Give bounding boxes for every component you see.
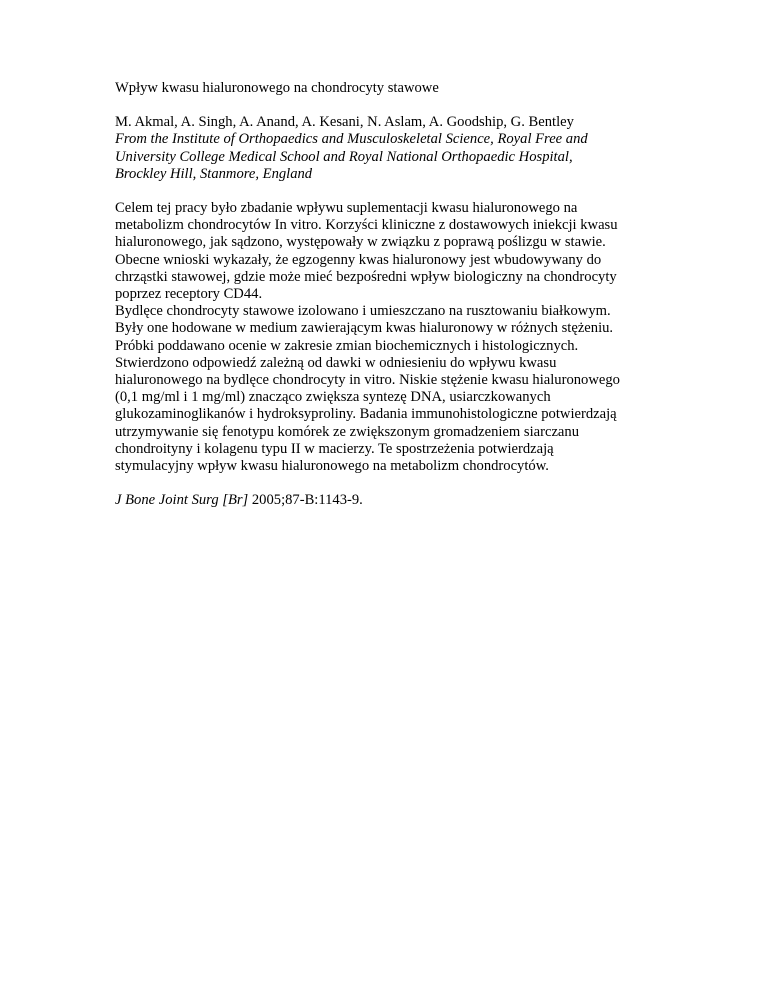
text-line: Obecne wnioski wykazały, że egzogenny kwas hialuronowy jest wbudowywany do xyxy=(115,251,602,268)
affiliation-line: From the Institute of Orthopaedics and Musculoskeletal Science, Royal Free and xyxy=(115,131,588,148)
text-line: stymulacyjny wpływ kwasu hialuronowego na metabolizm chondrocytów. xyxy=(115,458,549,475)
text-line: Były one hodowane w medium zawierającym kwas hialuronowy w różnych stężeniu. xyxy=(115,320,614,337)
text-line: (0,1 mg/ml i 1 mg/ml) znacząco zwiększa syntezę DNA, usiarczkowanych xyxy=(115,389,551,406)
text-line: utrzymywanie się fenotypu komórek ze zwiększonym gromadzeniem siarczanu xyxy=(115,423,579,440)
text-line: chrząstki stawowej, gdzie może mieć bezpośredni wpływ biologiczny na chondrocyty xyxy=(115,268,617,285)
author-list: M. Akmal, A. Singh, A. Anand, A. Kesani, N. Aslam, A. Goodship, G. Bentley xyxy=(115,114,574,131)
affiliation-line: University College Medical School and Royal National Orthopaedic Hospital, xyxy=(115,148,573,165)
affiliation xyxy=(115,131,675,183)
text-line: Stwierdzono odpowiedź zależną od dawki w odniesieniu do wpływu kwasu xyxy=(115,354,557,371)
text-line: Bydlęce chondrocyty stawowe izolowano i umieszczano na rusztowaniu białkowym. xyxy=(115,303,611,320)
text-line: poprzez receptory CD44. xyxy=(115,286,263,303)
author-block xyxy=(115,114,675,183)
journal-name: J Bone Joint Surg [Br] xyxy=(115,492,249,509)
text-line: glukozaminoglikanów i hydroksyproliny. Badania immunohistologiczne potwierdzają xyxy=(115,406,617,423)
text-line: Próbki poddawano ocenie w zakresie zmian biochemicznych i histologicznych. xyxy=(115,337,579,354)
text-line: metabolizm chondrocytów In vitro. Korzyści kliniczne z dostawowych iniekcji kwasu xyxy=(115,217,618,234)
citation xyxy=(115,492,675,509)
text-line: hialuronowego, jak sądzono, występowały w związku z poprawą poślizgu w stawie. xyxy=(115,234,606,251)
text-line: hialuronowego na bydlęce chondrocyty in vitro. Niskie stężenie kwasu hialuronowego xyxy=(115,372,620,389)
abstract xyxy=(115,200,675,475)
document-page xyxy=(115,80,675,509)
affiliation-line: Brockley Hill, Stanmore, England xyxy=(115,165,313,182)
citation-reference: 2005;87-B:1143-9. xyxy=(251,492,363,509)
abstract-paragraph-2 xyxy=(115,303,675,475)
text-line: chondroityny i kolagenu typu II w macierzy. Te spostrzeżenia potwierdzają xyxy=(115,440,554,457)
document-title: Wpływ kwasu hialuronowego na chondrocyty stawowe xyxy=(115,80,439,96)
abstract-paragraph-1 xyxy=(115,200,675,303)
text-line: Celem tej pracy było zbadanie wpływu suplementacji kwasu hialuronowego na xyxy=(115,200,578,217)
